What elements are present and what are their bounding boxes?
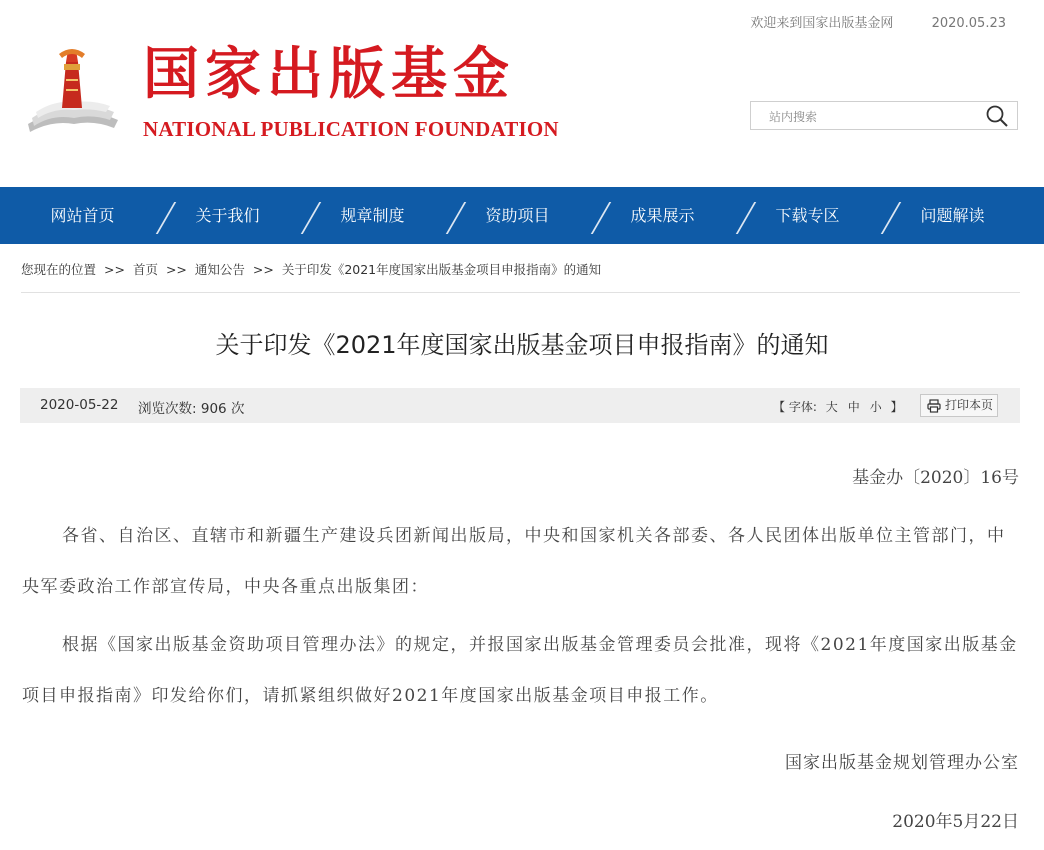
brand-title-en: NATIONAL PUBLICATION FOUNDATION [143, 117, 559, 141]
top-bar [716, 12, 1006, 31]
breadcrumb-notices[interactable]: 通知公告 [194, 262, 245, 277]
article-paragraph: 根据《国家出版基金资助项目管理办法》的规定，并报国家出版基金管理委员会批准，现将《2021年度国家出版基金项目申报指南》印发给你们，请抓紧组织做好2021年度国家出版基金项目申报工作。 [22, 635, 1018, 706]
publish-date: 2020-05-22 [40, 397, 119, 413]
foundation-logo-icon[interactable] [22, 40, 122, 140]
article-paragraph: 各省、自治区、直辖市和新疆生产建设兵团新闻出版局，中央和国家机关各部委、各人民团体出版单位主管部门，中央军委政治工作部宣传局，中央各重点出版集团： [22, 526, 1006, 597]
breadcrumb-separator: >> [104, 262, 125, 277]
breadcrumb-separator: >> [165, 262, 187, 277]
font-medium-button[interactable]: 中 [847, 400, 860, 414]
breadcrumb-current[interactable]: 关于印发《2021年度国家出版基金项目申报指南》的通知 [281, 262, 602, 277]
breadcrumb-separator: >> [252, 262, 274, 277]
nav-item-achievements[interactable]: 成果展示 [590, 187, 735, 244]
signature-date: 2020年5月22日 [892, 812, 1019, 832]
article-title: 关于印发《2021年度国家出版基金项目申报指南》的通知 [215, 331, 829, 359]
search-icon[interactable] [985, 105, 1009, 127]
search-input[interactable] [767, 107, 981, 127]
document-number: 基金办〔2020〕16号 [852, 468, 1019, 488]
current-date: 2020.05.23 [931, 16, 1006, 31]
print-button[interactable] [920, 394, 998, 417]
welcome-text: 欢迎来到国家出版基金网 [750, 16, 894, 31]
nav-item-home[interactable]: 网站首页 [10, 187, 155, 244]
brand-title-cn: 国家出版基金 [143, 41, 515, 107]
view-count: 浏览次数: 906 次 [138, 401, 245, 417]
breadcrumb [21, 260, 1020, 293]
breadcrumb-home[interactable]: 首页 [132, 262, 158, 277]
search-box [750, 101, 1018, 130]
font-large-button[interactable]: 大 [825, 400, 838, 414]
font-small-button[interactable]: 小 [869, 400, 882, 414]
print-label: 打印本页 [945, 398, 994, 412]
nav-item-faq[interactable]: 问题解读 [920, 206, 985, 225]
font-size-control: 【 字体: 大 中 小 】 [773, 400, 903, 414]
font-label: 字体: [788, 400, 817, 414]
article-info-bar [20, 388, 1020, 423]
nav-item-downloads[interactable]: 下载专区 [735, 187, 880, 244]
main-nav [0, 187, 1044, 244]
nav-item-funded-projects[interactable]: 资助项目 [445, 187, 590, 244]
breadcrumb-prefix: 您现在的位置 [21, 262, 97, 277]
nav-item-regulations[interactable]: 规章制度 [300, 187, 445, 244]
nav-item-about[interactable]: 关于我们 [155, 187, 300, 244]
issuing-office: 国家出版基金规划管理办公室 [785, 753, 1019, 773]
printer-icon [927, 399, 941, 413]
